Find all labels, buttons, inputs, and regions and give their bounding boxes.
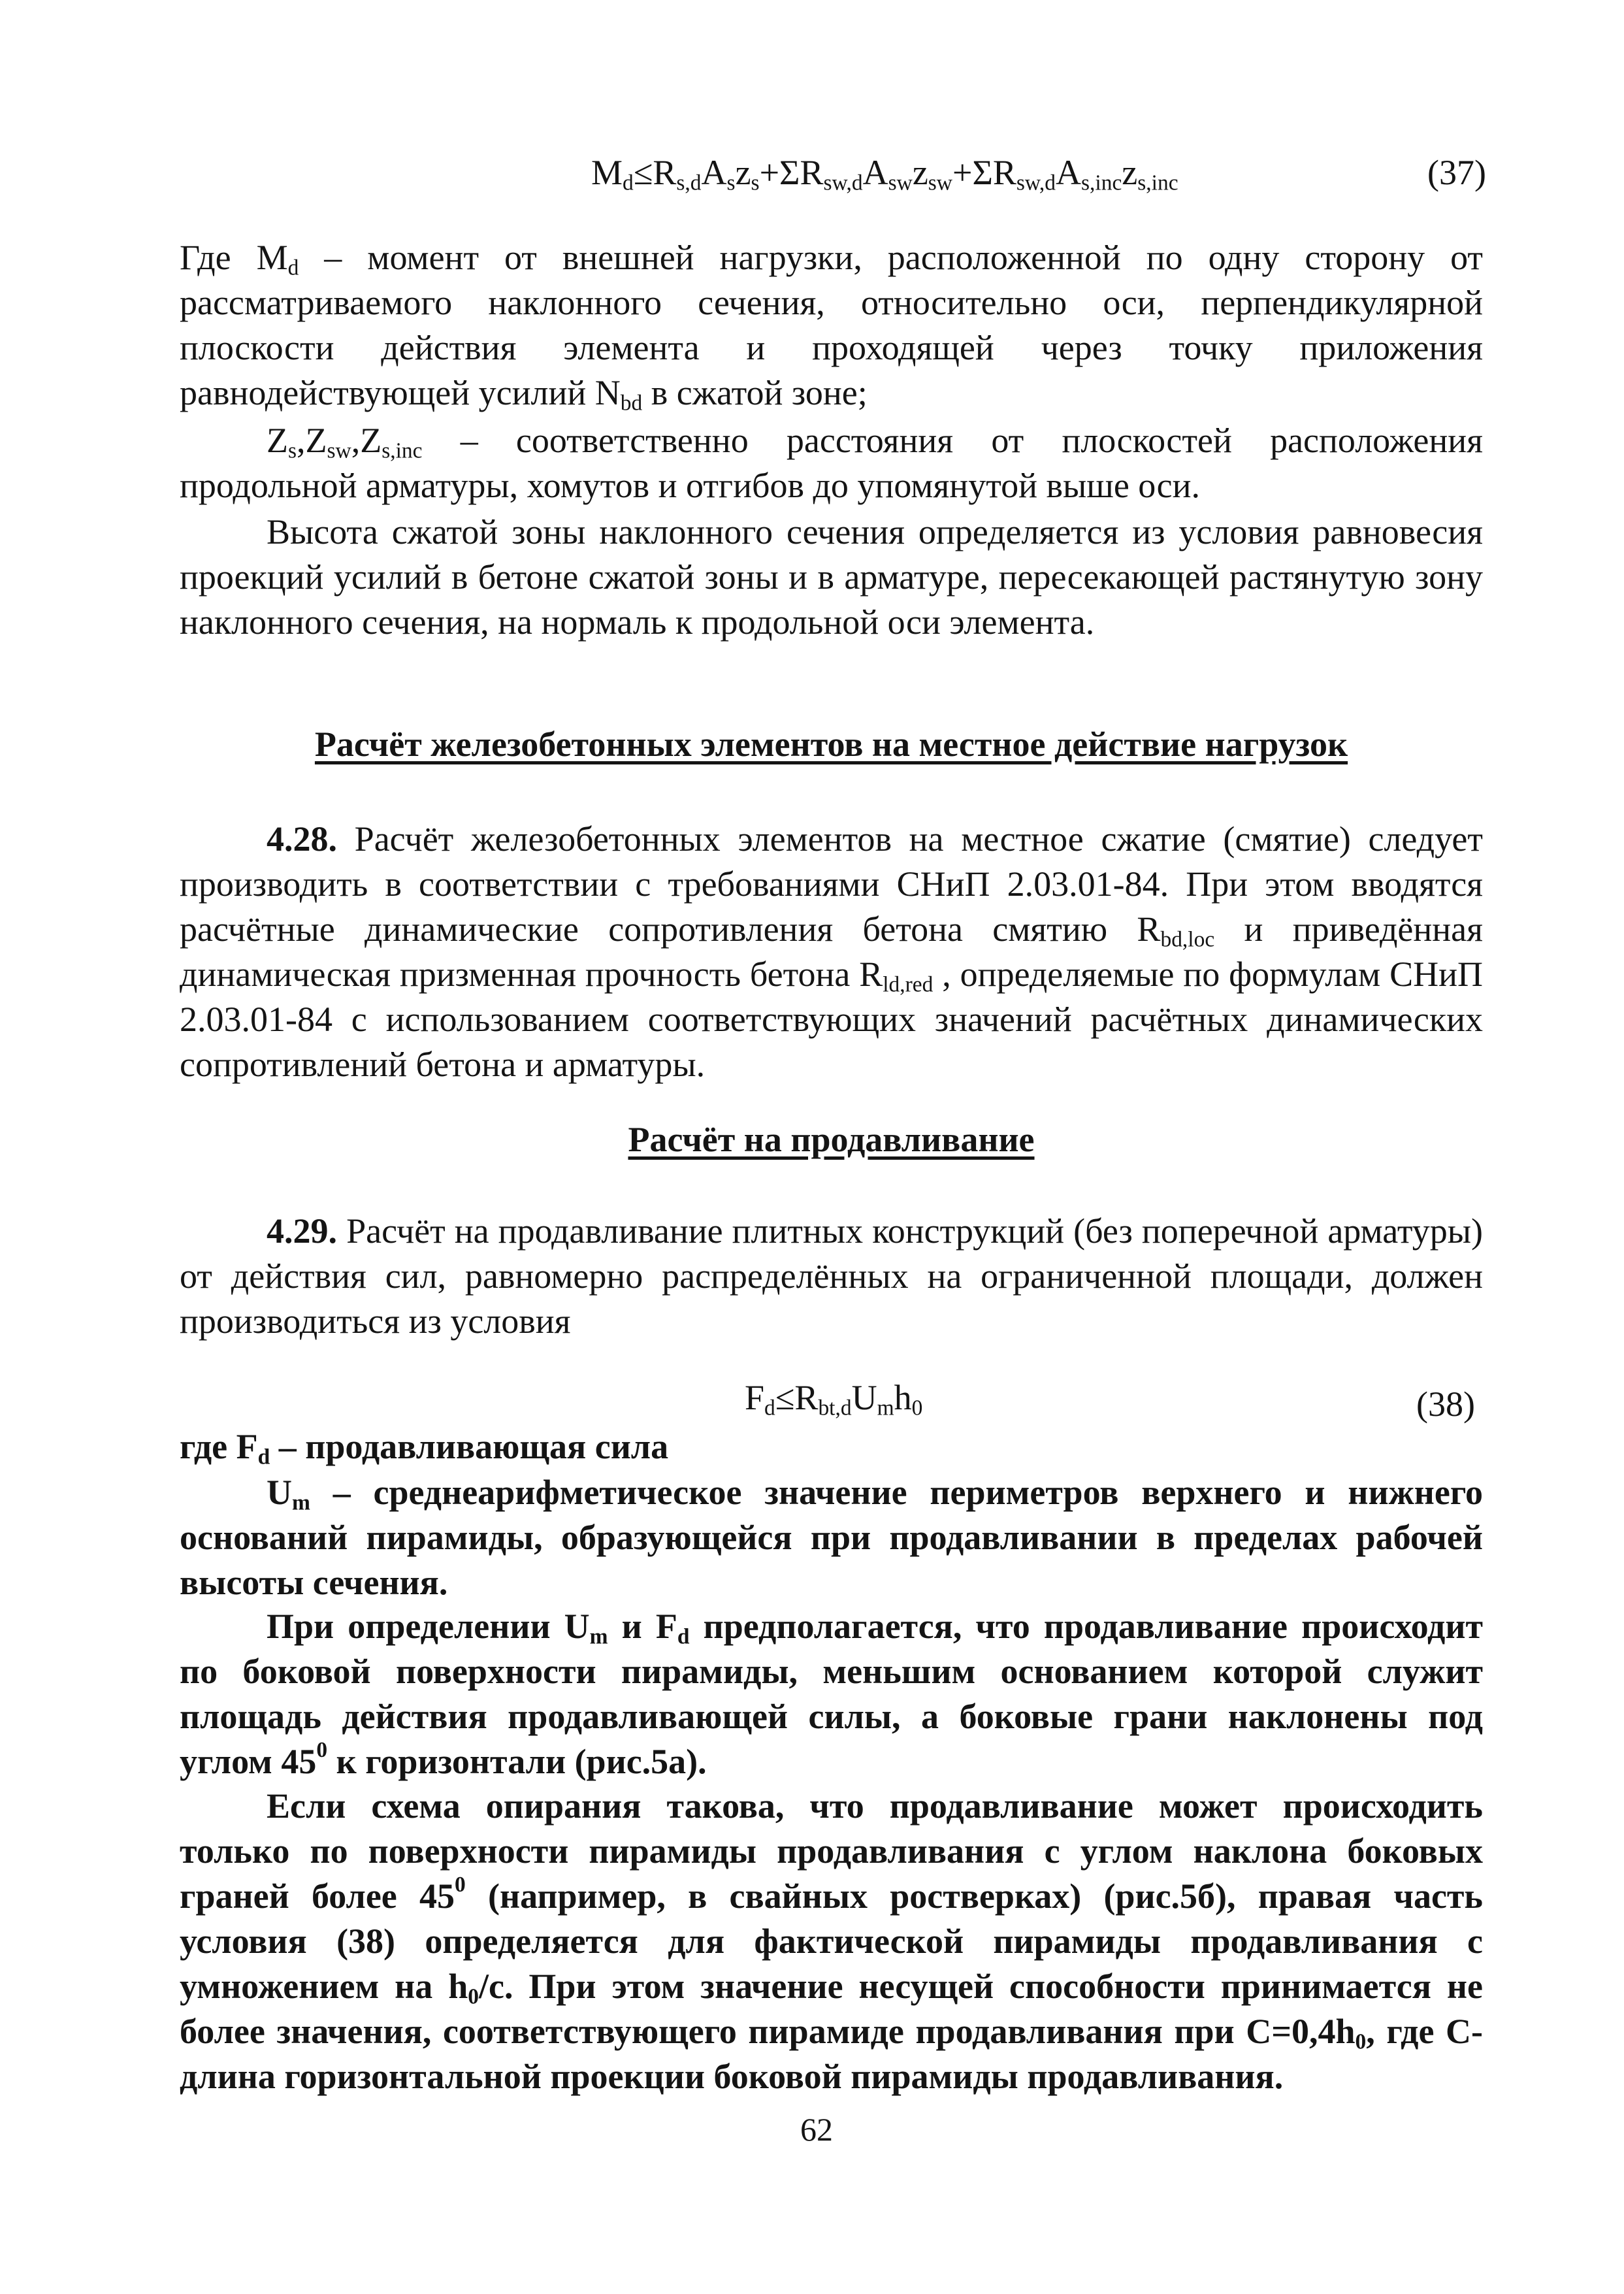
paragraph-z-text: $Z_s,Z_{sw},Z_{s,inc}$ – соответственно расстояния от плоскостей расположения продольной арматуры, хомутов и отгибов до упомянутой выше оси. bbox=[180, 421, 1483, 505]
paragraph-definition-assumption-text: При определении $U_m$ и $F_d$ предполагается, что продавливание происходит по боковой поверхности пирамиды, меньшим основанием которой служит площадь действия продавливающей силы, а боковые грани наклонены под углом $45^0$ к горизонтали (рис.5а). bbox=[180, 1607, 1483, 1781]
paragraph-4-28-text: 4.28. Расчёт железобетонных элементов на местное сжатие (смятие) следует производить в соответствии с требованиями СНиП 2.03.01-84. При этом вводятся расчётные динамические сопротивления бетона смятию $R_{bd,loc}$ и приведённая динамическая призменная прочность бетона $R_{ld,red}$ , определяемые по формулам СНиП 2.03.01-84 с использованием соответствующих значений расчётных динамических сопротивлений бетона и арматуры. bbox=[180, 819, 1483, 1084]
equation-number-37: (37) bbox=[1427, 153, 1486, 192]
heading-local-action: Расчёт железобетонных элементов на местное действие нагрузок bbox=[314, 725, 1348, 764]
paragraph-fd-definition bbox=[180, 1424, 1483, 1469]
paragraph-compression-height-text: Высота сжатой зоны наклонного сечения определяется из условия равновесия проекций усилий в бетоне сжатой зоны и в арматуре, пересекающей растянутую зону наклонного сечения, на нормаль к продольной оси элемента. bbox=[180, 512, 1483, 642]
equation-number-38: (38) bbox=[1416, 1385, 1475, 1424]
paragraph-definition-assumption bbox=[180, 1604, 1483, 1784]
formula-38: $F_d\le R_{bt,d}U_mh_0$ bbox=[745, 1378, 923, 1420]
paragraph-fd-text: где $F_d$ – продавливающая сила bbox=[180, 1427, 669, 1469]
paragraph-um-text: $U_m$ – среднеарифметическое значение периметров верхнего и нижнего оснований пирамиды, образующейся при продавливании в пределах рабочей высоты сечения. bbox=[180, 1473, 1483, 1602]
clause-number-4-29: 4.29. bbox=[267, 1211, 337, 1251]
paragraph-4-29 bbox=[180, 1209, 1483, 1344]
formula-37: $M_d\le R_{s,d}A_sz_s+\Sigma R_{sw,d}A_{sw}z_{sw}+\Sigma R_{sw,d}A_{s,inc}z_{s,inc}$ bbox=[591, 153, 1178, 195]
paragraph-z-definition bbox=[180, 418, 1483, 508]
page-number: 62 bbox=[800, 2111, 833, 2148]
paragraph-compression-height bbox=[180, 510, 1483, 645]
paragraph-support-scheme-text: Если схема опирания такова, что продавливание может происходить только по поверхности пирамиды продавливания с углом наклона боковых граней более $45^0$ (например, в свайных ростверках) (рис.5б), правая часть условия (38) определяется для фактической пирамиды продавливания с умножением на $h_0/c$. При этом значение несущей способности принимается не более значения, соответствующего пирамиде продавливания при $С=0,4h_0$, где С- длина горизонтальной проекции боковой пирамиды продавливания. bbox=[180, 1786, 1483, 2096]
paragraph-support-scheme bbox=[180, 1784, 1483, 2099]
paragraph-4-29-body: Расчёт на продавливание плитных конструкций (без поперечной арматуры) от действия сил, равномерно распределённых на ограниченной площади, должен производиться из условия bbox=[180, 1211, 1483, 1341]
heading-punching: Расчёт на продавливание bbox=[628, 1120, 1035, 1159]
paragraph-4-28 bbox=[180, 817, 1483, 1087]
paragraph-4-29-text bbox=[180, 1209, 1483, 1344]
clause-number-4-28: 4.28. bbox=[267, 819, 337, 859]
paragraph-md-text: Где $M_d$ – момент от внешней нагрузки, расположенной по одну сторону от рассматриваемого наклонного сечения, относительно оси, перпендикулярной плоскости действия элемента и проходящей через точку приложения равнодействующей усилий $N_{bd}$ в сжатой зоне; bbox=[180, 238, 1483, 416]
paragraph-um-definition bbox=[180, 1470, 1483, 1605]
paragraph-md-definition bbox=[180, 235, 1483, 416]
